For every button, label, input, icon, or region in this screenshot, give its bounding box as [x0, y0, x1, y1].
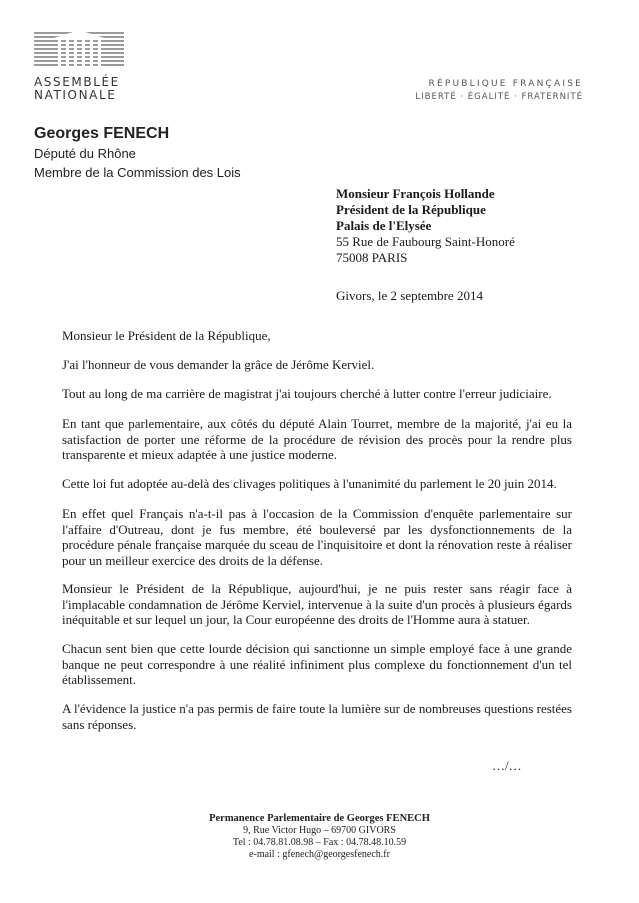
paragraph-6: Monsieur le Président de la République, aujourd'hui, je ne puis rester sans réagir face à l'implacable condamnation de Jérôme Kerviel, intervenue à la suite d'un procès à plusieurs égards inéquitable et sur lequel un jour, la Cour européenne des droits de l'Homme aura à statuer. — [62, 581, 572, 627]
paragraph-4: Cette loi fut adoptée au-delà des clivages politiques à l'unanimité du parlement le 20 juin 2014. — [62, 476, 557, 491]
footer-address: 9, Rue Victor Hugo – 69700 GIVORS — [243, 825, 396, 836]
sender-name: Georges FENECH — [34, 125, 170, 142]
continuation-mark: …/… — [492, 758, 522, 773]
recipient-title: Président de la République — [336, 202, 486, 217]
recipient-name: Monsieur François Hollande — [336, 186, 495, 201]
republic-motto — [415, 78, 583, 104]
republic-line1: RÉPUBLIQUE FRANÇAISE — [428, 79, 583, 89]
salutation: Monsieur le Président de la République, — [62, 328, 271, 343]
sender-title: Député du Rhône — [34, 146, 136, 161]
institution-line2: NATIONALE — [34, 88, 117, 102]
paragraph-5: En effet quel Français n'a-t-il pas à l'occasion de la Commission d'enquête parlementaire sur l'affaire d'Outreau, dont je fus membre, été bouleversé par les dysfonctionnements de la procédure pénale française marquée du sceau de l'inquisitoire et dont la rénovation reste à réaliser pour un meilleur exercice des droits de la défense. — [62, 506, 572, 568]
sender-block — [34, 124, 241, 182]
recipient-place: Palais de l'Elysée — [336, 218, 432, 233]
republic-line2: LIBERTÉ · ÉGALITÉ · FRATERNITÉ — [415, 92, 583, 102]
letter-date: Givors, le 2 septembre 2014 — [336, 288, 483, 303]
footer-title: Permanence Parlementaire de Georges FENECH — [209, 813, 430, 824]
footer — [0, 813, 639, 861]
sender-role: Membre de la Commission des Lois — [34, 165, 241, 180]
paragraph-8: A l'évidence la justice n'a pas permis de faire toute la lumière sur de nombreuses questions restées sans réponses. — [62, 701, 572, 732]
paragraph-3: En tant que parlementaire, aux côtés du député Alain Tourret, membre de la majorité, j'ai eu la satisfaction de porter une réforme de la procédure de révision des procès pour la rendre plus transparente et mieux adaptée à une justice moderne. — [62, 416, 572, 462]
recipient-city: 75008 PARIS — [336, 250, 408, 265]
paragraph-7: Chacun sent bien que cette lourde décision qui sanctionne un simple employé face à une grande banque ne peut correspondre à une réalité infiniment plus complexe du fonctionnement d'un tel établissement. — [62, 641, 572, 687]
assemblee-nationale-logo-icon — [34, 30, 124, 70]
paragraph-2: Tout au long de ma carrière de magistrat j'ai toujours cherché à lutter contre l'erreur judiciaire. — [62, 386, 552, 401]
recipient-block — [336, 186, 515, 266]
footer-email: e-mail : gfenech@georgesfenech.fr — [249, 849, 390, 860]
footer-phone: Tel : 04.78.81.08.98 – Fax : 04.78.48.10.59 — [232, 837, 407, 848]
institution-line1: ASSEMBLÉE — [34, 75, 120, 89]
recipient-street: 55 Rue de Faubourg Saint-Honoré — [336, 234, 515, 249]
paragraph-1: J'ai l'honneur de vous demander la grâce de Jérôme Kerviel. — [62, 357, 375, 372]
institution-name — [34, 76, 120, 102]
